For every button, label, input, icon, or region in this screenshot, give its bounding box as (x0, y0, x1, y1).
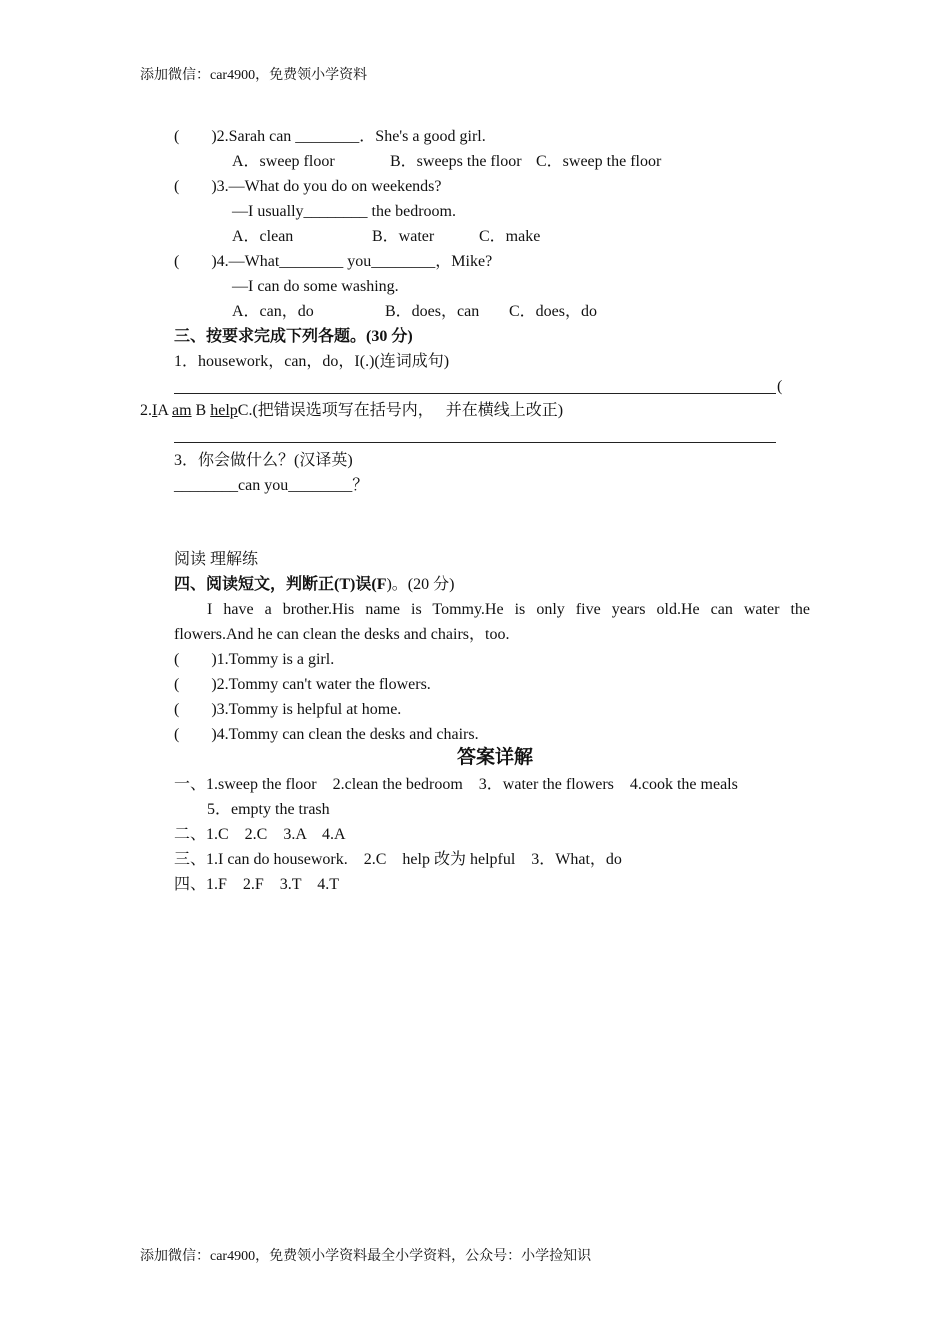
question-2-option-a: A．sweep floor (232, 153, 335, 170)
answers-title: 答案详解 (456, 747, 533, 768)
question-4-stem: ( )4.—What________ you________，Mike? (174, 253, 493, 270)
part-3-question-2: 2.IA am B helpC.(把错误选项写在括号内， 并在横线上改正) (140, 402, 564, 419)
part-3-question-3-blank: ________can you________？ (174, 477, 369, 494)
answer-line-1-tail: ( (777, 378, 783, 395)
passage-line-2: flowers.And he can clean the desks and chairs，too. (174, 626, 510, 643)
reading-item-3: ( )3.Tommy is helpful at home. (174, 701, 402, 718)
answers-line-3: 二、1.C 2.C 3.A 4.A (174, 826, 346, 843)
question-4-option-b: B．does，can (385, 303, 480, 320)
question-4-reply: —I can do some washing. (232, 278, 399, 295)
reading-item-4: ( )4.Tommy can clean the desks and chairs. (174, 726, 479, 743)
answers-line-1: 一、1.sweep the floor 2.clean the bedroom 3．water the flowers 4.cook the meals (174, 776, 738, 793)
part-3-question-1: 1．housework，can，do，I(.)(连词成句) (174, 353, 450, 370)
answers-line-5: 四、1.F 2.F 3.T 4.T (174, 876, 340, 893)
passage-line-1: I have a brother.His name is Tommy.He is only five years old.He can water the (207, 601, 810, 618)
question-4-option-c: C．does，do (509, 303, 598, 320)
question-3-option-c: C．make (479, 228, 541, 245)
question-4-option-a: A．can，do (232, 303, 314, 320)
answer-line-1 (174, 393, 776, 394)
answer-line-2 (174, 442, 776, 443)
question-3-option-b: B．water (372, 228, 435, 245)
question-3-option-a: A．clean (232, 228, 294, 245)
question-2-stem: ( )2.Sarah can ________．She's a good girl. (174, 128, 486, 145)
reading-item-2: ( )2.Tommy can't water the flowers. (174, 676, 431, 693)
footer-note: 添加微信：car4900，免费领小学资料最全小学资料，公众号：小学捡知识 (140, 1249, 592, 1264)
part-3-question-3: 3．你会做什么？(汉译英) (174, 452, 353, 469)
reading-item-1: ( )1.Tommy is a girl. (174, 651, 335, 668)
part-4-title: 四、阅读短文，判断正(T)误(F)。(20 分) (174, 576, 455, 593)
question-3-stem: ( )3.—What do you do on weekends? (174, 178, 442, 195)
question-2-option-c: C．sweep the floor (536, 153, 662, 170)
header-note: 添加微信：car4900，免费领小学资料 (140, 68, 368, 83)
question-3-reply: —I usually________ the bedroom. (232, 203, 456, 220)
part-3-title: 三、按要求完成下列各题。(30 分) (174, 328, 413, 345)
question-2-option-b: B．sweeps the floor (390, 153, 522, 170)
answers-line-4: 三、1.I can do housework. 2.C help 改为 helpful 3．What，do (174, 851, 622, 868)
answers-line-2: 5．empty the trash (207, 801, 330, 818)
reading-heading: 阅读 理解练 (174, 551, 259, 568)
